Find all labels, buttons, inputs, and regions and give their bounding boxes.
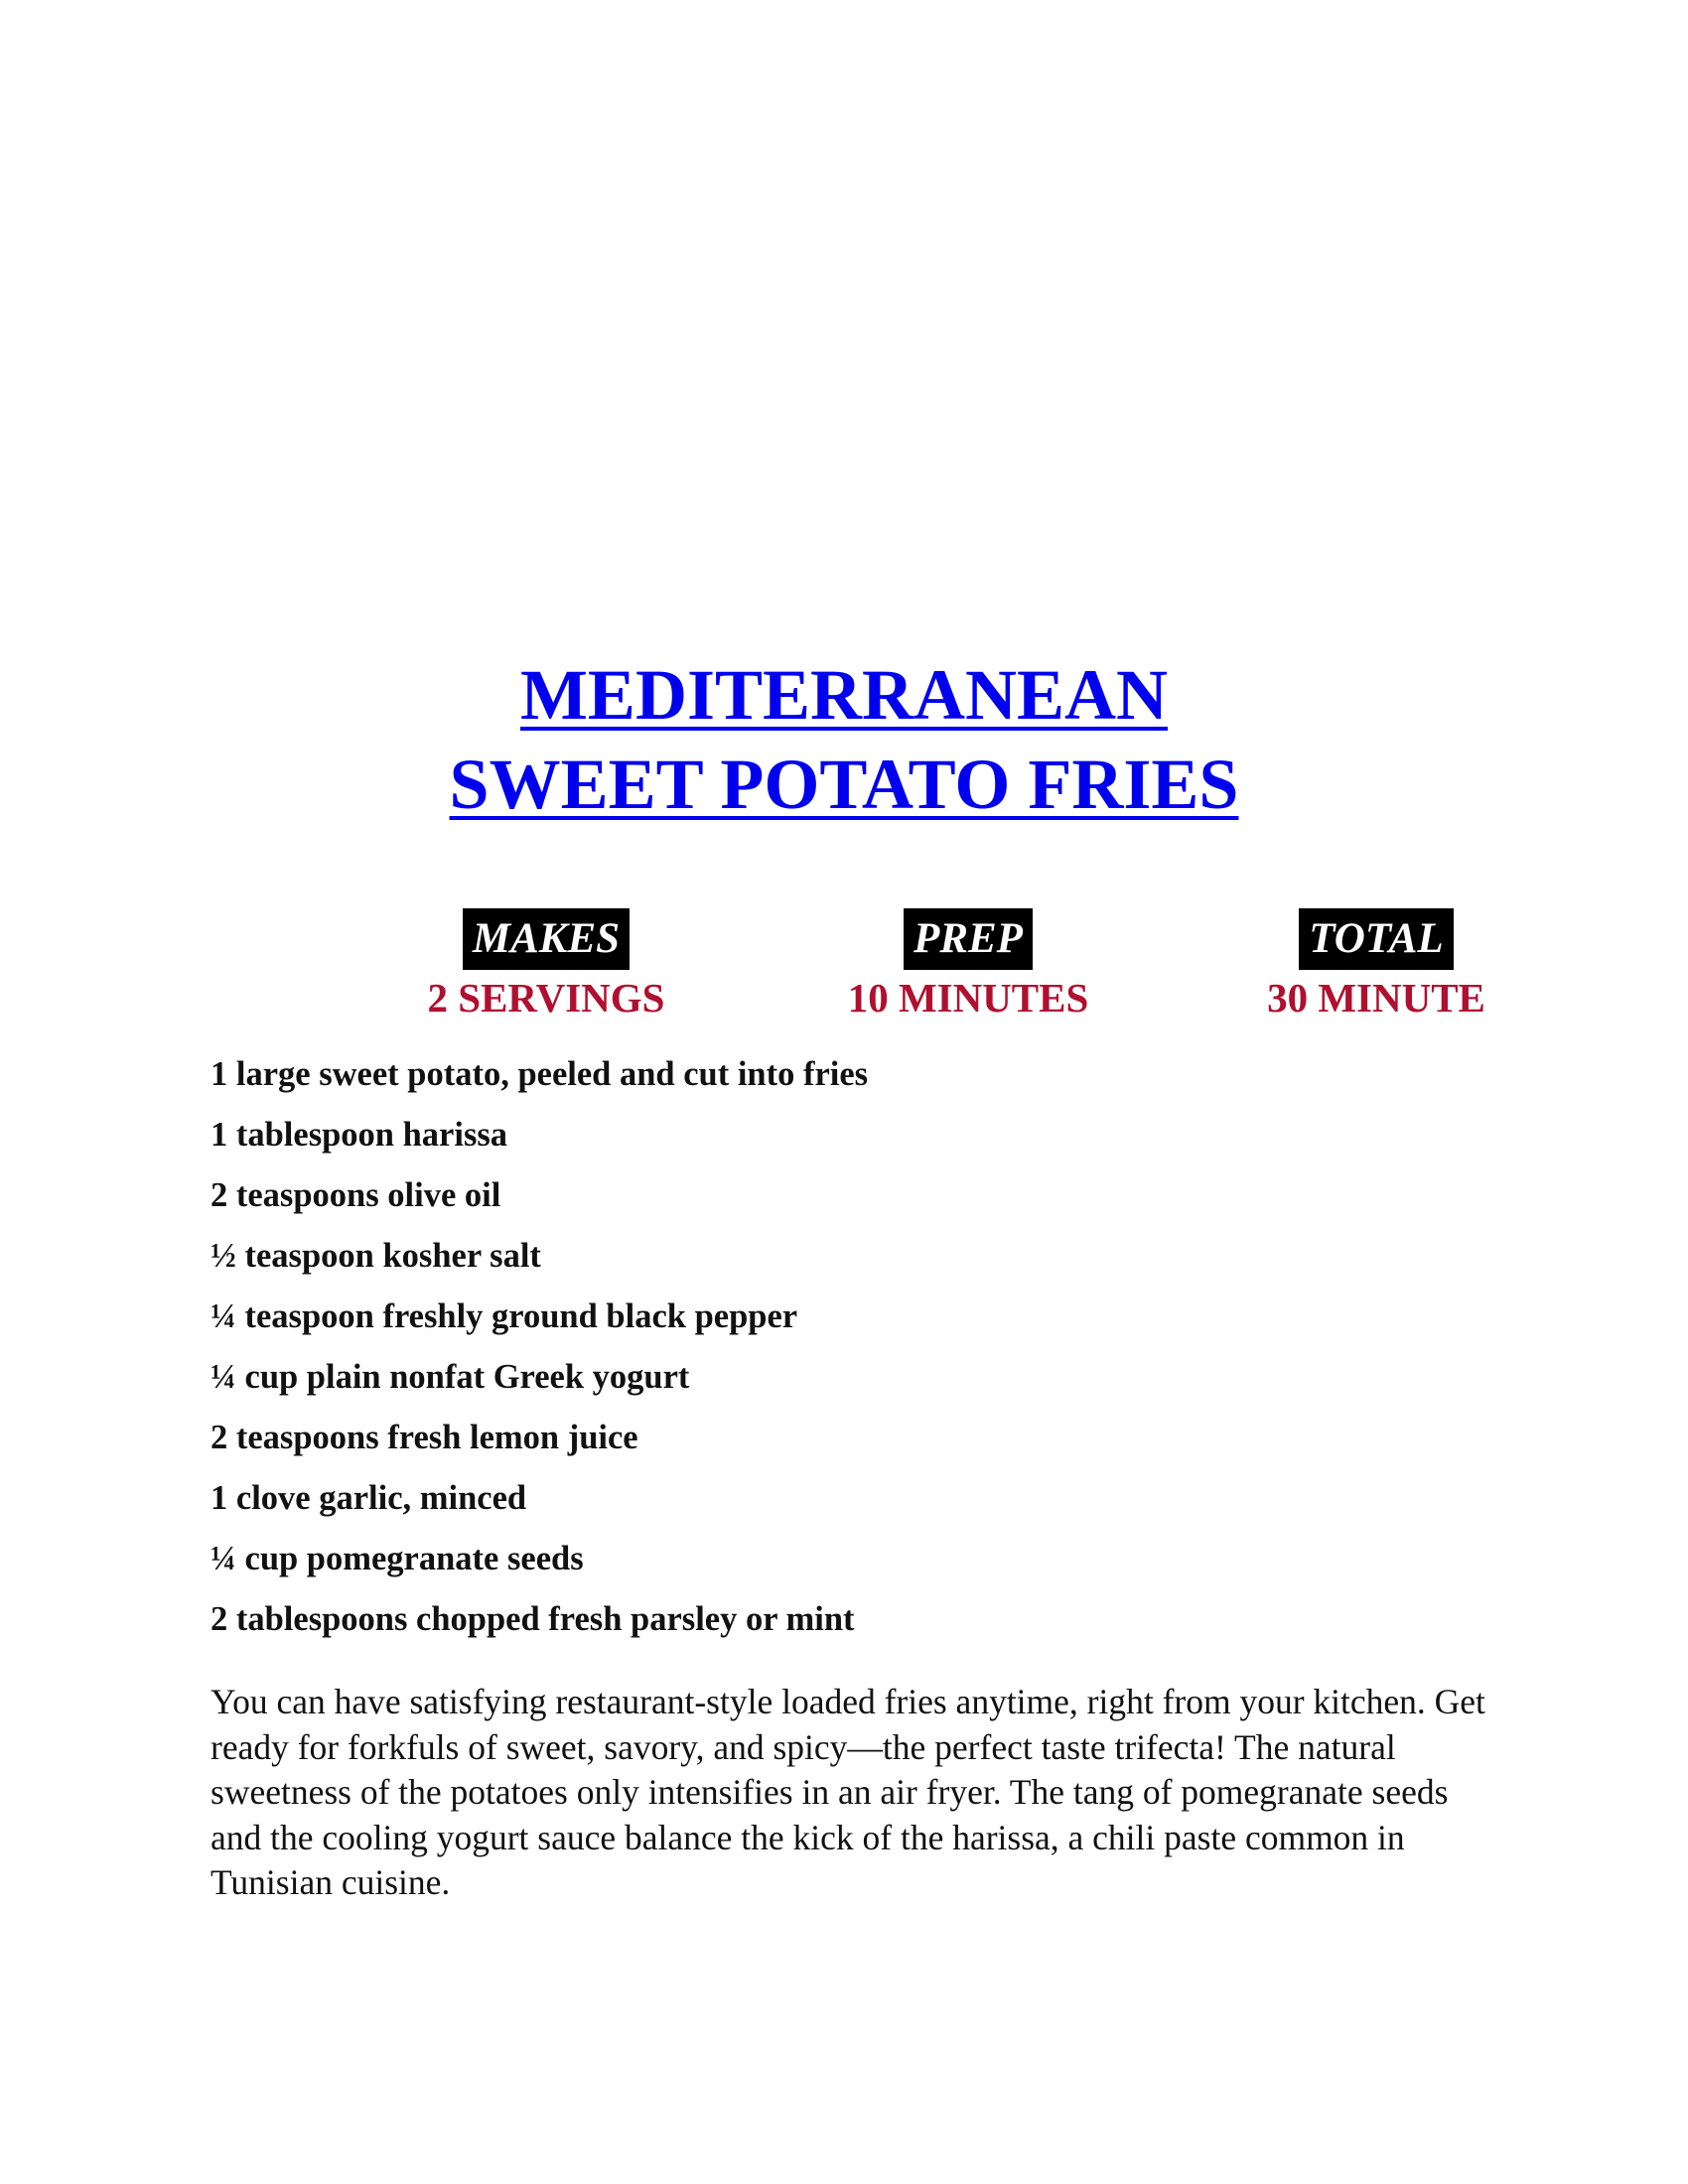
makes-info (397, 908, 695, 1024)
total-info (1227, 908, 1525, 1024)
total-value: 30 MINUTE (1267, 975, 1485, 1021)
ingredient-item: 1 tablespoon harissa (211, 1116, 508, 1154)
ingredient-item: ¼ cup plain nonfat Greek yogurt (211, 1358, 690, 1396)
makes-value: 2 SERVINGS (427, 975, 665, 1021)
makes-label: MAKES (463, 908, 630, 970)
recipe-title-line-1[interactable]: MEDITERRANEAN (519, 655, 1169, 735)
recipe-description: You can have satisfying restaurant-style loaded fries anytime, right from your kitchen. Get ready for forkfuls of sweet, savory, and spicy—the perfect taste trifecta! The natural sweetness of the potatoes only intensifies in an air fryer. The tang of pomegranate seeds and the cooling yogurt sauce balance the kick of the harissa, a chili paste common in Tunisian cuisine. (211, 1682, 1485, 1902)
ingredient-item: ¼ cup pomegranate seeds (211, 1540, 584, 1577)
ingredient-list (211, 1044, 868, 1650)
recipe-title-line-2[interactable]: SWEET POTATO FRIES (449, 745, 1239, 824)
ingredient-item: 2 teaspoons fresh lemon juice (211, 1419, 638, 1456)
ingredient-item: ½ teaspoon kosher salt (211, 1237, 541, 1275)
ingredient-item: 2 teaspoons olive oil (211, 1176, 501, 1214)
ingredient-item: 1 clove garlic, minced (211, 1479, 527, 1517)
recipe-title[interactable] (0, 650, 1688, 829)
ingredient-item: 2 tablespoons chopped fresh parsley or mint (211, 1600, 855, 1638)
prep-info (819, 908, 1117, 1024)
ingredient-item: ¼ teaspoon freshly ground black pepper (211, 1297, 798, 1335)
prep-value: 10 MINUTES (847, 975, 1089, 1021)
ingredient-item: 1 large sweet potato, peeled and cut into fries (211, 1055, 869, 1093)
prep-label: PREP (904, 908, 1033, 970)
total-label: TOTAL (1299, 908, 1453, 970)
